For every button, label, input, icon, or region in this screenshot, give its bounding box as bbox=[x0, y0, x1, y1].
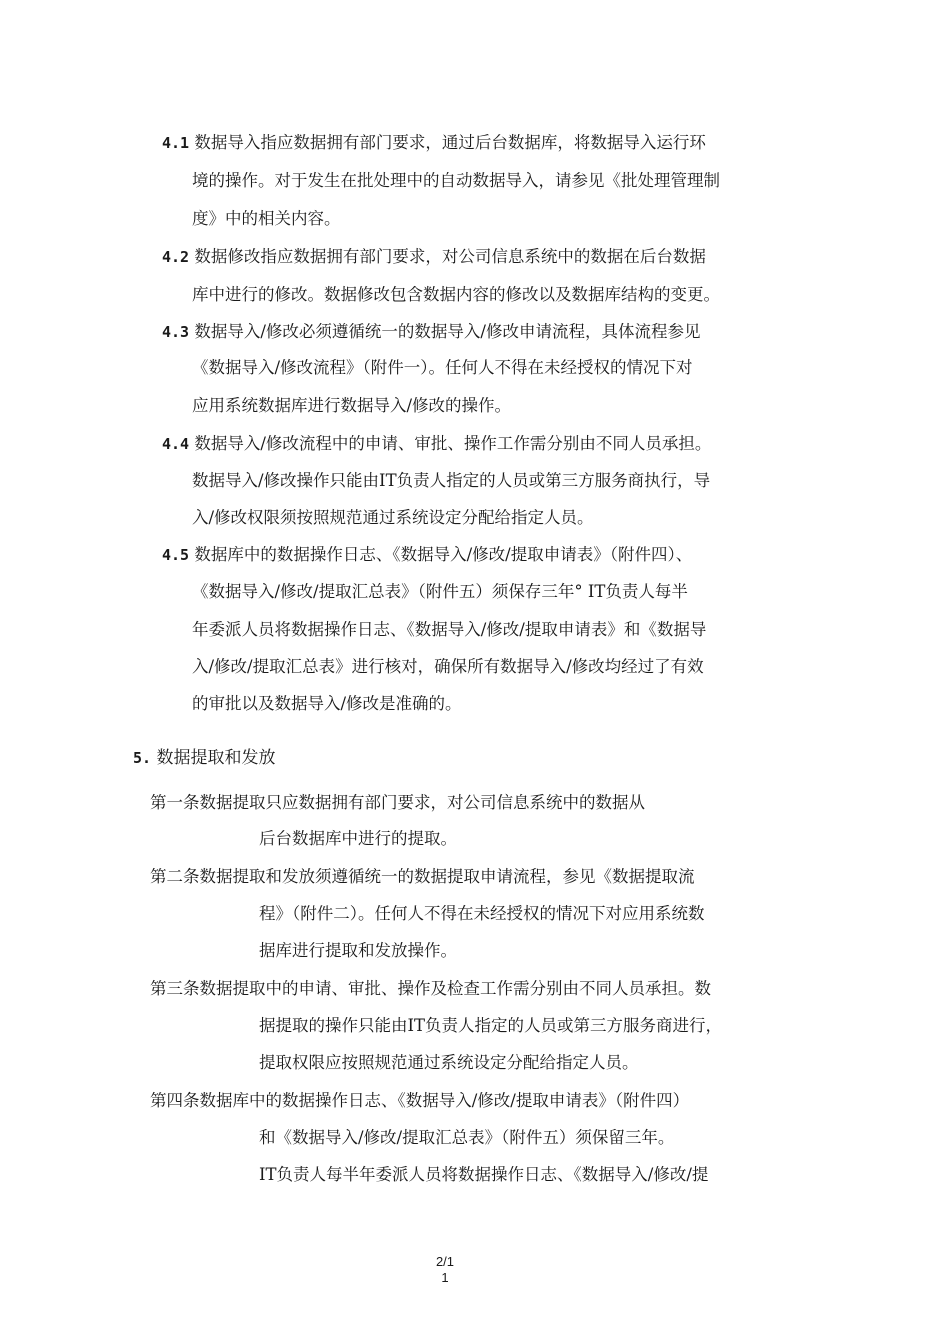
article-text-line: 后台数据库中进行的提取。 bbox=[259, 829, 457, 848]
article-text-line: 第四条数据库中的数据操作日志、《数据导入/修改/提取申请表》（附件四） bbox=[150, 1091, 690, 1110]
article-text-line: 据提取的操作只能由IT负责人指定的人员或第三方服务商进行， bbox=[259, 1016, 723, 1035]
clause-text-line: 数据库中的数据操作日志、《数据导入/修改/提取申请表》（附件四）、 bbox=[194, 545, 693, 564]
clause-text-line: 数据修改指应数据拥有部门要求，对公司信息系统中的数据在后台数据 bbox=[194, 247, 706, 266]
article-text-line: 提取权限应按照规范通过系统设定分配给指定人员。 bbox=[259, 1053, 639, 1072]
article-text-line: IT负责人每半年委派人员将数据操作日志、《数据导入/修改/提 bbox=[259, 1165, 709, 1184]
clause-text-line: 《数据导入/修改流程》（附件一）。任何人不得在未经授权的情况下对 bbox=[192, 358, 693, 377]
clause-text-line: 的审批以及数据导入/修改是准确的。 bbox=[192, 694, 462, 713]
clause-text-line: 年委派人员将数据操作日志、《数据导入/修改/提取申请表》和《数据导 bbox=[192, 620, 707, 639]
article-text-line: 第三条数据提取中的申请、审批、操作及检查工作需分别由不同人员承担。数 bbox=[150, 979, 711, 998]
article-text-line: 据库进行提取和发放操作。 bbox=[259, 941, 457, 960]
section-number: 5. bbox=[133, 749, 152, 767]
article-text-line: 和《数据导入/修改/提取汇总表》（附件五）须保留三年。 bbox=[259, 1128, 675, 1147]
section-title: 数据提取和发放 bbox=[156, 748, 276, 768]
clause-text-line: 境的操作。对于发生在批处理中的自动数据导入，请参见《批处理管理制 bbox=[192, 171, 720, 190]
clause-text-line: 入/修改/提取汇总表》进行核对，确保所有数据导入/修改均经过了有效 bbox=[192, 657, 704, 676]
clause-number: 4.3 bbox=[162, 323, 190, 341]
clause-text-line: 入/修改权限须按照规范通过系统设定分配给指定人员。 bbox=[192, 508, 594, 527]
clause-text-line: 应用系统数据库进行数据导入/修改的操作。 bbox=[192, 396, 512, 415]
clause-number: 4.1 bbox=[162, 134, 190, 152]
clause-text-line: 数据导入/修改流程中的申请、审批、操作工作需分别由不同人员承担。 bbox=[194, 434, 712, 453]
clause-number: 4.5 bbox=[162, 546, 190, 564]
clause-text-line: 度》中的相关内容。 bbox=[192, 209, 341, 228]
clause-text-line: 库中进行的修改。数据修改包含数据内容的修改以及数据库结构的变更。 bbox=[192, 285, 720, 304]
clause-number: 4.2 bbox=[162, 248, 190, 266]
page-number-line: 2/1 bbox=[435, 1254, 455, 1269]
article-text-line: 第一条数据提取只应数据拥有部门要求，对公司信息系统中的数据从 bbox=[150, 793, 645, 812]
clause-text-line: 《数据导入/修改/提取汇总表》（附件五）须保存三年° IT负责人每半 bbox=[192, 582, 688, 601]
page-number-line: 1 bbox=[441, 1270, 449, 1285]
article-text-line: 程》（附件二）。任何人不得在未经授权的情况下对应用系统数 bbox=[259, 904, 705, 923]
page-number bbox=[430, 1254, 460, 1286]
section-heading bbox=[133, 748, 275, 768]
clause-text-line: 数据导入/修改必须遵循统一的数据导入/修改申请流程，具体流程参见 bbox=[194, 322, 701, 341]
clause-text-line: 数据导入指应数据拥有部门要求，通过后台数据库，将数据导入运行环 bbox=[194, 133, 706, 152]
clause-number: 4.4 bbox=[162, 435, 190, 453]
clause-text-line: 数据导入/修改操作只能由IT负责人指定的人员或第三方服务商执行，导 bbox=[192, 471, 711, 490]
article-text-line: 第二条数据提取和发放须遵循统一的数据提取申请流程，参见《数据提取流 bbox=[150, 867, 695, 886]
